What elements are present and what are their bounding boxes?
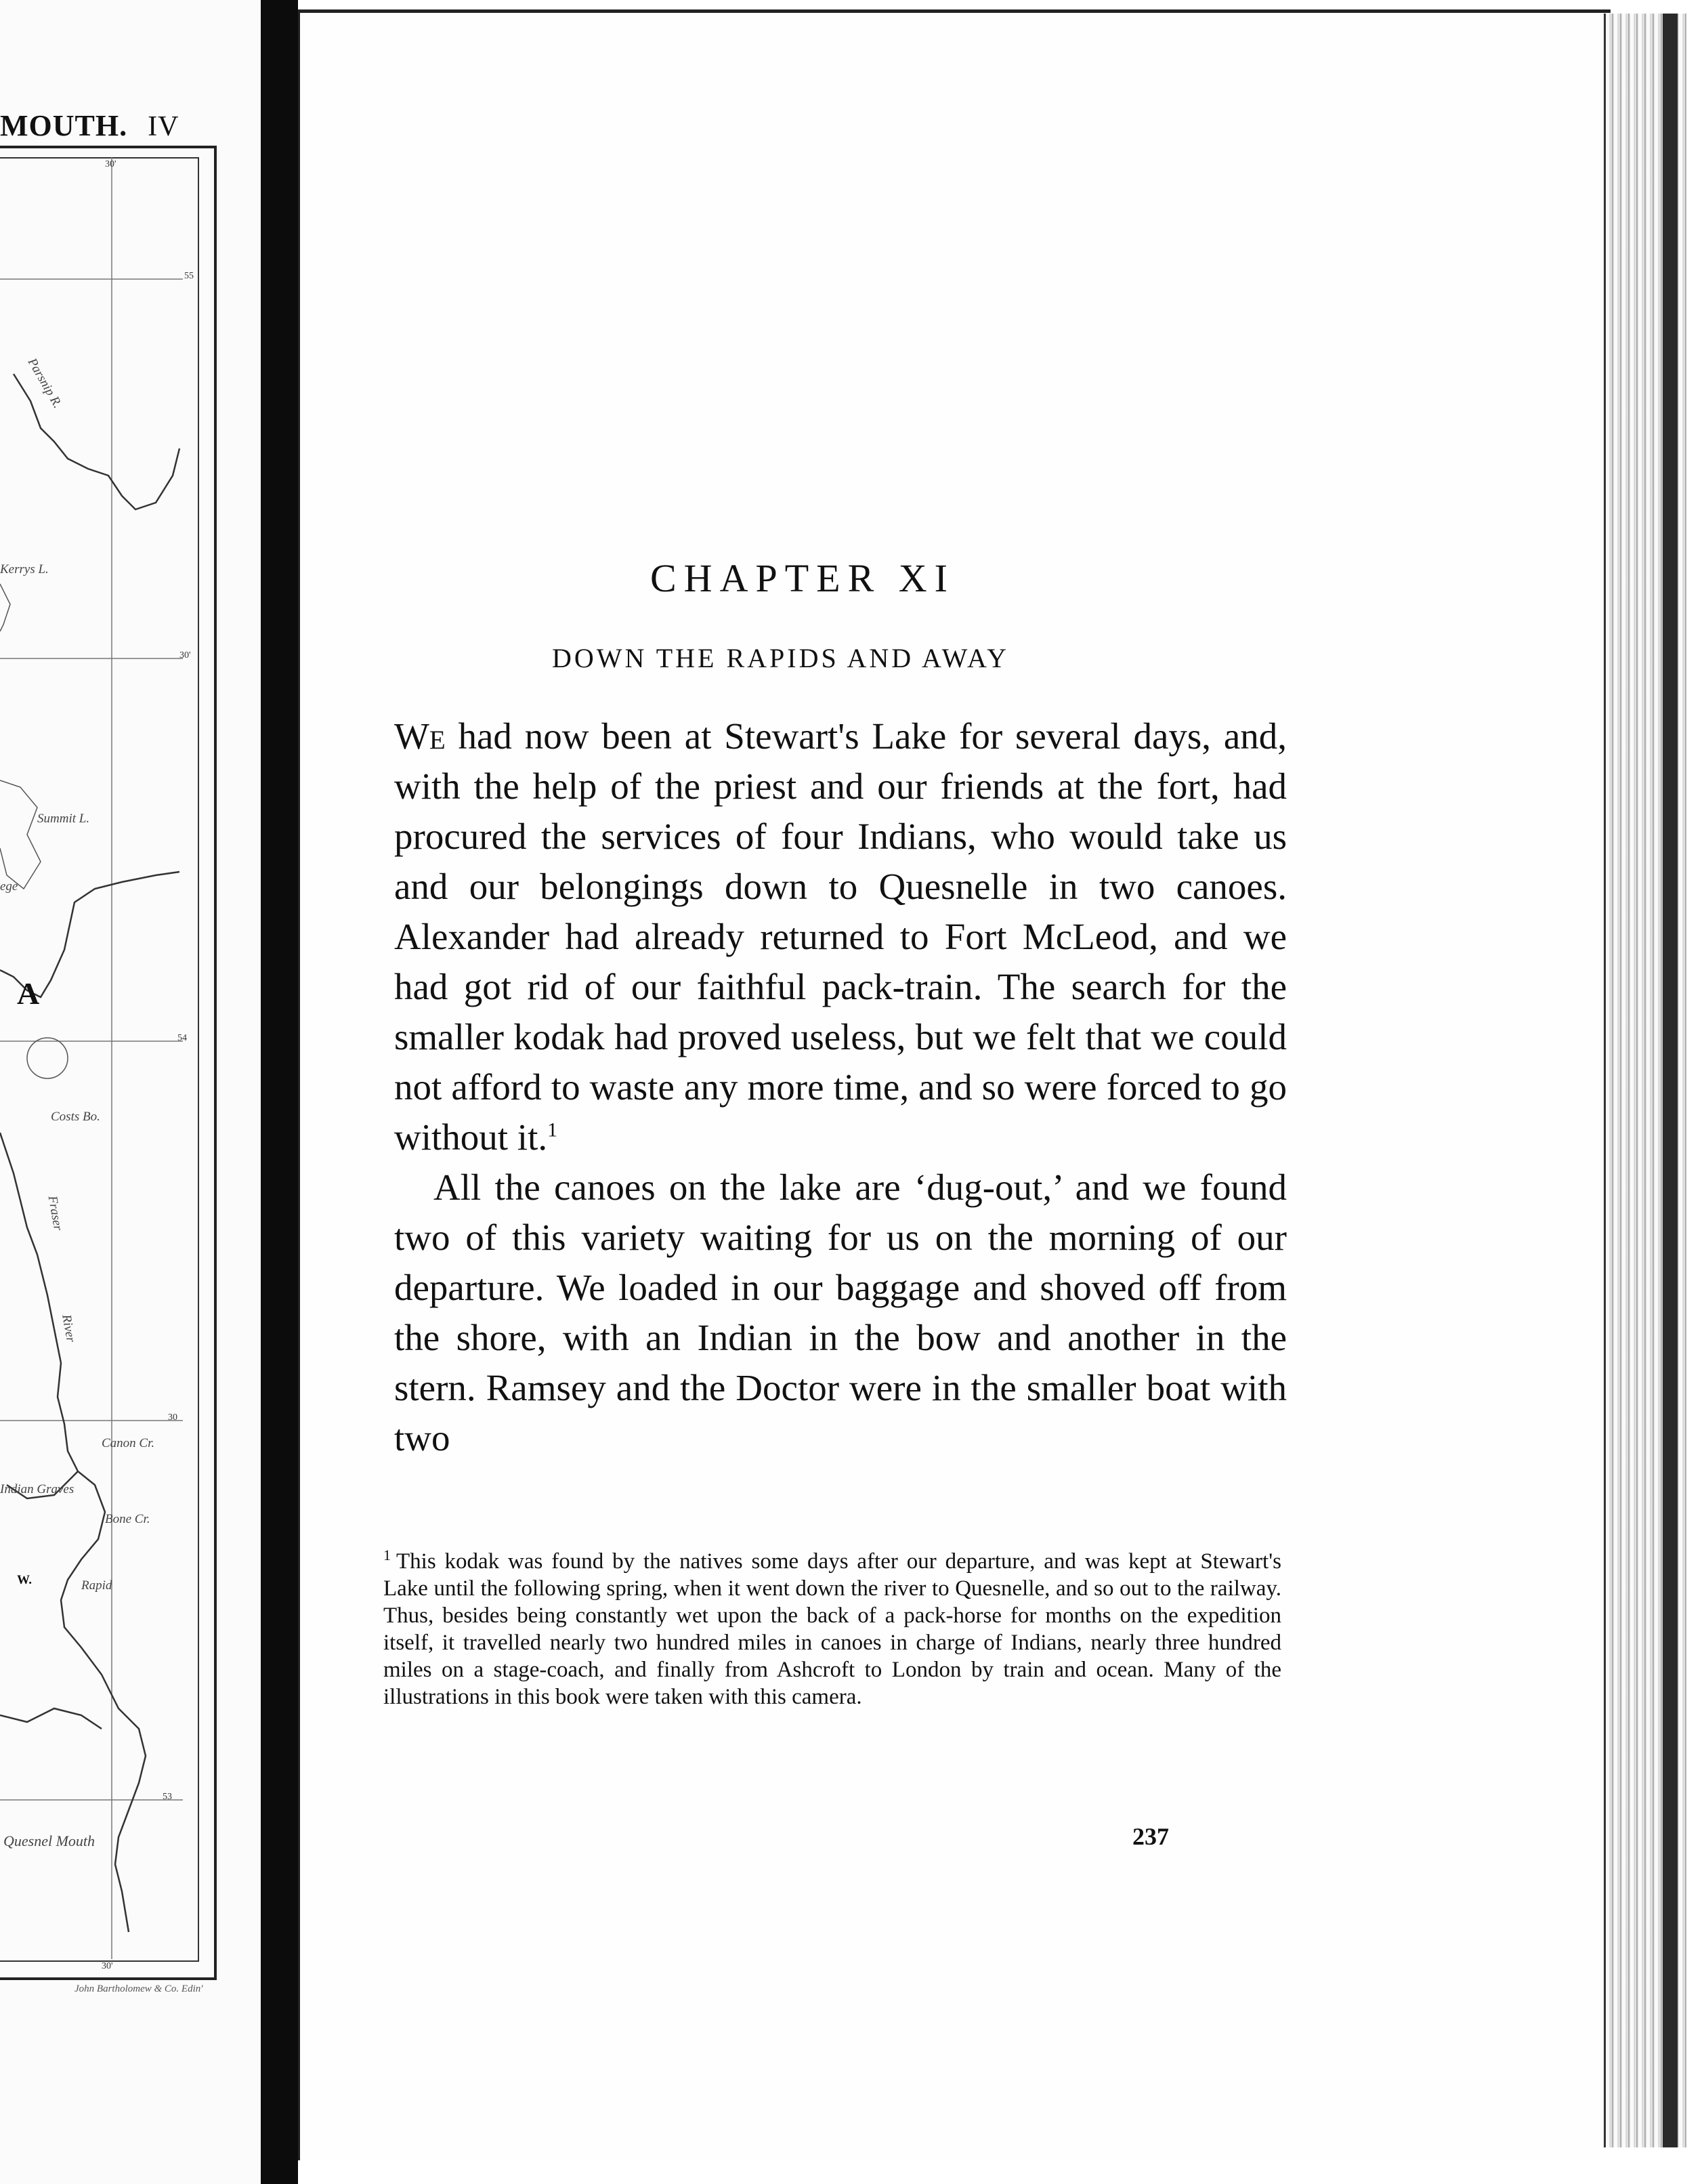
chapter-body bbox=[394, 711, 1287, 1463]
map-label-rapid: Rapid bbox=[81, 1578, 112, 1593]
map-coord-top: 30' bbox=[105, 159, 116, 169]
map-label-summit-lake: Summit L. bbox=[37, 812, 90, 826]
map-label-parsnip: Parsnip R. bbox=[24, 356, 65, 411]
map-credit: John Bartholomew & Co. Edin' bbox=[74, 1983, 203, 1994]
map-illustration bbox=[0, 157, 196, 1959]
right-margin bbox=[1686, 0, 1704, 2184]
map-coord-bottom: 30' bbox=[102, 1961, 113, 1971]
paragraph-1-lead: We bbox=[394, 715, 446, 757]
map-coord-53: 53 bbox=[163, 1792, 172, 1802]
map-label-cottons-bay: Costs Bo. bbox=[51, 1110, 100, 1124]
book-gutter bbox=[261, 0, 298, 2184]
map-letter-a: A bbox=[17, 976, 40, 1011]
footnote-text: This kodak was found by the natives some days after our departure, and was kept at Stewart's Lake until the following spring, when it went down the river to Quesnelle, and so out to the railway. Thus, besides being constantly wet upon the back of a pack-horse for months on the expedition itself, it travelled nearly two hundred miles in canoes in charge of Indians, nearly three hundred miles on a stage-coach, and finally from Ashcroft to London by train and ocean. Many of the illustrations in this book were taken with this camera. bbox=[383, 1549, 1281, 1709]
map-label-fraser: Fraser bbox=[45, 1194, 66, 1232]
footnote-reference[interactable]: 1 bbox=[547, 1118, 558, 1141]
map-coord-30b: 30 bbox=[168, 1412, 177, 1423]
map-label-river: River bbox=[59, 1313, 78, 1344]
paragraph-1 bbox=[394, 711, 1287, 1162]
map-label-kerrys-lake: Kerrys L. bbox=[0, 562, 49, 576]
map-label-indian-graves: Indian Graves bbox=[0, 1482, 74, 1496]
map-label-cottonwood: W. bbox=[17, 1573, 33, 1587]
map-rivers bbox=[0, 374, 179, 1932]
map-label-quesnel-mouth: Quesnel Mouth bbox=[3, 1832, 95, 1849]
map-coord-30a: 30' bbox=[179, 650, 191, 660]
map-coord-55: 55 bbox=[184, 271, 194, 281]
chapter-title: CHAPTER XI bbox=[650, 556, 955, 600]
map-header-roman: IV bbox=[148, 111, 179, 142]
map-header bbox=[0, 108, 179, 143]
page-edges bbox=[1604, 14, 1694, 2147]
map-coord-54: 54 bbox=[177, 1033, 187, 1043]
footnote bbox=[383, 1548, 1281, 1710]
map-label-fort-george: ege bbox=[0, 879, 18, 894]
paragraph-1-text: had now been at Stewart's Lake for several days, and, with the help of the priest and our friends at the fort, had procured the services of four Indians, who would take us and our belongings down to Quesnelle in two canoes. Alexander had already returned to Fort McLeod, and we had got rid of our faithful pack-train. The search for the smaller kodak had proved useless, but we felt that we could not afford to waste any more time, and so were forced to go without it. bbox=[394, 715, 1287, 1158]
footnote-mark: 1 bbox=[383, 1547, 391, 1563]
page-edges-shadow bbox=[1663, 14, 1678, 2147]
left-page bbox=[0, 0, 263, 2184]
chapter-subtitle: DOWN THE RAPIDS AND AWAY bbox=[552, 643, 1010, 673]
map-label-canon-creek: Canon Cr. bbox=[102, 1436, 155, 1450]
map-label-bone-creek: Bone Cr. bbox=[105, 1512, 150, 1526]
page-number: 237 bbox=[1132, 1823, 1169, 1850]
paragraph-2: All the canoes on the lake are ‘dug-out,’ and we found two of this variety waiting for us on the morning of our departure. We loaded in our baggage and shoved off from the shore, with an Indian in the bow and another in the stern. Ramsey and the Doctor were in the smaller boat with two bbox=[394, 1167, 1287, 1458]
map-header-title: MOUTH. bbox=[0, 109, 128, 142]
